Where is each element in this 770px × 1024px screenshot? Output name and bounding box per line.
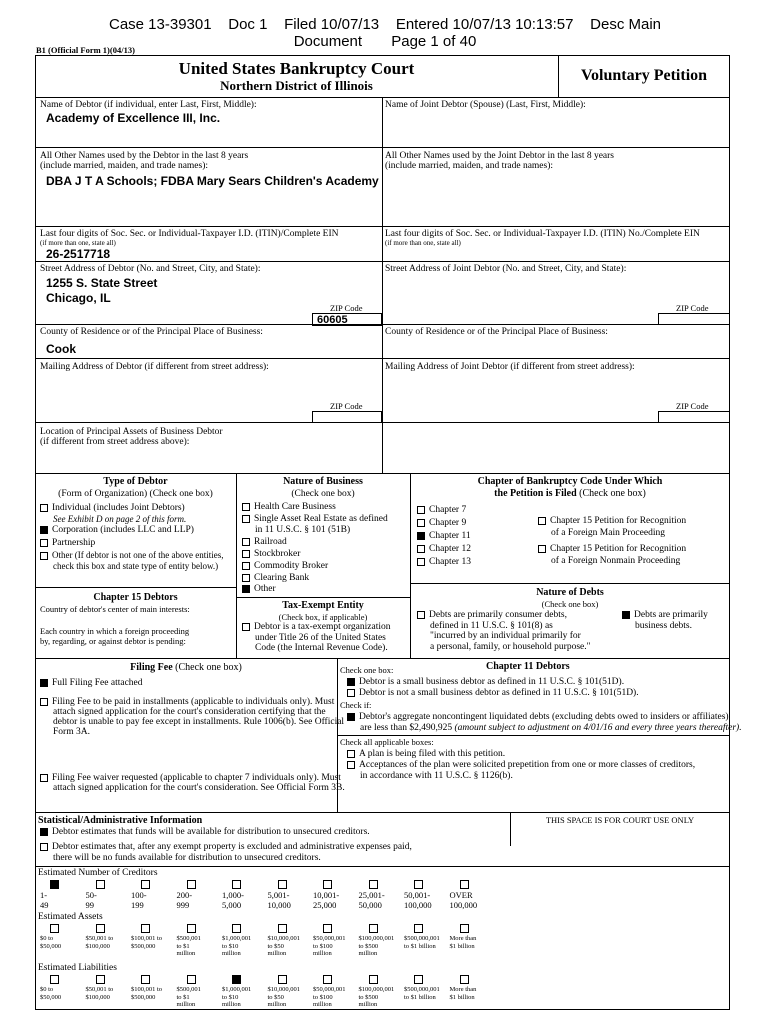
- assets-checkbox[interactable]: [278, 924, 287, 933]
- nature-debts-title: Nature of Debts: [536, 587, 604, 598]
- joint-street-label: Street Address of Joint Debtor (No. and Street, City, and State):: [385, 264, 627, 274]
- tax-exempt-l3: Code (the Internal Revenue Code).: [255, 643, 388, 653]
- business-debts-checkbox[interactable]: [622, 611, 630, 619]
- liabilities-option[interactable]: [313, 975, 346, 1009]
- consumer-debts-3: "incurred by an individual primarily for: [430, 631, 581, 641]
- small-business-checkbox[interactable]: [347, 678, 355, 686]
- nb-other-checkbox[interactable]: [242, 585, 250, 593]
- petition-title: Voluntary Petition: [580, 67, 708, 84]
- joint-mailing-zip-label-text: ZIP Code: [676, 401, 709, 411]
- aggregate-debts-checkbox[interactable]: [347, 713, 355, 721]
- no-funds-checkbox[interactable]: [40, 843, 48, 851]
- ch11-check-all: Check all applicable boxes:: [340, 737, 434, 747]
- creditors-label: 49: [40, 899, 49, 910]
- assets-checkbox[interactable]: [96, 924, 105, 933]
- nature-debts-sub: (Check one box): [541, 599, 599, 609]
- assets-label: to $500: [358, 942, 379, 950]
- chapter-11[interactable]: Chapter 11: [417, 531, 471, 542]
- tax-exempt-title: Tax-Exempt Entity: [282, 600, 364, 611]
- assets-label: $100,000,001: [358, 935, 395, 942]
- location-label-2: (if different from street address above):: [40, 437, 190, 447]
- other-entity-note: check this box and state type of entity below.): [53, 561, 219, 571]
- no-funds[interactable]: Debtor estimates that, after any exempt property is excluded and administrative expenses paid,: [40, 842, 412, 853]
- creditors-checkbox[interactable]: [232, 880, 241, 889]
- chapter15-main[interactable]: Chapter 15 Petition for Recognition: [538, 516, 686, 527]
- creditors-label: 5,000: [222, 899, 242, 910]
- liabilities-label: to $10: [222, 993, 239, 1001]
- chapter15-main-2: of a Foreign Main Proceeding: [551, 528, 665, 538]
- assets-option[interactable]: [40, 924, 63, 950]
- stat-title: Statistical/Administrative Information: [38, 815, 203, 826]
- joint-county-label: County of Residence or of the Principal Place of Business:: [385, 327, 608, 337]
- debtor-zip: 60605: [312, 313, 382, 326]
- assets-checkbox[interactable]: [187, 924, 196, 933]
- type-of-debtor-sub: (Form of Organization) (Check one box): [58, 489, 213, 499]
- ch11-check-if: Check if:: [340, 700, 372, 710]
- installments[interactable]: Filing Fee to be paid in installments (applicable to individuals only). Must: [40, 697, 334, 708]
- chapter-9[interactable]: Chapter 9: [417, 518, 466, 529]
- no-funds-2: there will be no funds available for distribution to unsecured creditors.: [53, 853, 321, 863]
- creditors-label: 200-: [176, 890, 193, 900]
- creditors-label: 50-: [85, 890, 97, 900]
- liabilities-label: $0 to: [40, 986, 54, 993]
- chapter15-title: Chapter 15 Debtors: [93, 592, 178, 603]
- chapter-11-checkbox[interactable]: [417, 532, 425, 540]
- assets-option[interactable]: [176, 924, 201, 958]
- tax-exempt-sub: (Check box, if applicable): [278, 612, 368, 622]
- nature-business-sub: (Check one box): [291, 489, 355, 499]
- chapter-title-2: the Petition is Filed (Check one box): [494, 488, 646, 499]
- nb-single-asset-checkbox[interactable]: [242, 515, 250, 523]
- joint-mailing-label: Mailing Address of Joint Debtor (if different from street address):: [385, 362, 635, 372]
- liabilities-label: to $1 billion: [404, 993, 436, 1001]
- ch11-check-one: Check one box:: [340, 665, 394, 675]
- liabilities-label: $50,001 to: [85, 986, 114, 993]
- tax-exempt-checkbox[interactable]: [242, 623, 250, 631]
- mailing-label: Mailing Address of Debtor (if different from street address):: [40, 362, 269, 372]
- liabilities-label: million: [222, 1001, 241, 1008]
- joint-ein-sub: (if more than one, state all): [385, 239, 461, 247]
- debtor-street1: 1255 S. State Street: [46, 276, 158, 290]
- assets-checkbox[interactable]: [414, 924, 423, 933]
- ch11-title: Chapter 11 Debtors: [486, 661, 570, 672]
- creditors-title: Estimated Number of Creditors: [38, 868, 158, 878]
- creditors-checkbox[interactable]: [278, 880, 287, 889]
- liabilities-label: to $500: [358, 993, 379, 1001]
- assets-option[interactable]: [404, 924, 440, 950]
- creditors-option[interactable]: [85, 880, 109, 910]
- nb-single-asset-cite: in 11 U.S.C. § 101 (51B): [255, 525, 351, 535]
- liabilities-title: Estimated Liabilities: [38, 963, 117, 973]
- case-header-line2: Document Page 1 of 40: [293, 33, 477, 50]
- assets-label: $50,000,001: [313, 935, 346, 942]
- chapter-9-checkbox[interactable]: [417, 519, 425, 527]
- liabilities-label: to $100: [313, 993, 333, 1001]
- creditors-checkbox[interactable]: [187, 880, 196, 889]
- creditors-option[interactable]: [40, 880, 63, 910]
- full-fee[interactable]: Full Filing Fee attached: [40, 678, 143, 689]
- creditors-checkbox[interactable]: [323, 880, 332, 889]
- nb-health-care[interactable]: Health Care Business: [242, 502, 336, 513]
- fee-waiver-checkbox[interactable]: [40, 774, 48, 782]
- other-names-label: All Other Names used by the Debtor in the last 8 years: [40, 151, 249, 161]
- corporation-option[interactable]: Corporation (includes LLC and LLP): [40, 525, 194, 536]
- liabilities-label: $100,001 to: [131, 986, 163, 993]
- location-label-1: Location of Principal Assets of Business Debtor: [40, 427, 223, 437]
- liabilities-checkbox[interactable]: [50, 975, 59, 984]
- assets-label: to $10: [222, 942, 239, 950]
- court-title: United States Bankruptcy Court: [178, 59, 415, 78]
- creditors-label: 100,000: [449, 899, 478, 910]
- not-small-business-checkbox[interactable]: [347, 689, 355, 697]
- creditors-label: 100,000: [404, 899, 432, 910]
- liabilities-options: [38, 975, 730, 1010]
- creditors-label: 999: [176, 899, 190, 910]
- funds-available[interactable]: Debtor estimates that funds will be available for distribution to unsecured creditors.: [40, 827, 370, 838]
- creditors-label: 1,000-: [222, 890, 244, 900]
- creditors-option[interactable]: [313, 880, 340, 910]
- liabilities-label: $500,001: [176, 986, 201, 993]
- liabilities-checkbox[interactable]: [278, 975, 287, 984]
- creditors-option[interactable]: [404, 880, 432, 910]
- creditors-checkbox[interactable]: [460, 880, 469, 889]
- consumer-debts-checkbox[interactable]: [417, 611, 425, 619]
- assets-label: $1 billion: [449, 942, 475, 950]
- assets-checkbox[interactable]: [460, 924, 469, 933]
- acceptances-2: in accordance with 11 U.S.C. § 1126(b).: [360, 771, 513, 781]
- assets-label: million: [267, 950, 287, 957]
- installments-3: debtor is unable to pay fee except in installments. Rule 1006(b). See Official: [53, 717, 345, 727]
- creditors-label: 100-: [131, 890, 147, 900]
- debtor-other-names: DBA J T A Schools; FDBA Mary Sears Children's Academy: [46, 174, 379, 188]
- assets-label: $50,001 to: [85, 935, 114, 942]
- liabilities-checkbox[interactable]: [96, 975, 105, 984]
- partnership-checkbox[interactable]: [40, 539, 48, 547]
- case-header-line1: Case 13-39301 Doc 1 Filed 10/07/13 Entered 10/07/13 10:13:57 Desc Main: [108, 16, 661, 33]
- nature-business-title: Nature of Business: [283, 476, 363, 487]
- assets-checkbox[interactable]: [232, 924, 241, 933]
- debtor-name-label: Name of Debtor (if individual, enter Last, First, Middle):: [40, 100, 257, 110]
- liabilities-label: $100,000,001: [358, 986, 395, 993]
- assets-label: $1,000,001: [222, 935, 252, 942]
- assets-option[interactable]: [449, 924, 477, 950]
- assets-label: $500,001: [176, 935, 201, 942]
- chapter15-nonmain-checkbox[interactable]: [538, 545, 546, 553]
- nb-commodity-checkbox[interactable]: [242, 562, 250, 570]
- small-business[interactable]: Debtor is a small business debtor as defined in 11 U.S.C. § 101(51D).: [347, 677, 624, 688]
- plan-filed-checkbox[interactable]: [347, 750, 355, 758]
- form-id: B1 (Official Form 1)(04/13): [36, 45, 135, 55]
- assets-option[interactable]: [267, 924, 301, 958]
- liabilities-option[interactable]: [222, 975, 252, 1009]
- assets-label: $10,000,001: [267, 935, 300, 942]
- not-small-business[interactable]: Debtor is not a small business debtor as defined in 11 U.S.C. § 101(51D).: [347, 688, 639, 699]
- type-of-debtor-title: Type of Debtor: [103, 476, 168, 487]
- assets-label: to $100: [313, 942, 333, 950]
- liabilities-label: million: [267, 1001, 287, 1008]
- creditors-checkbox[interactable]: [50, 880, 59, 889]
- chapter15-main-checkbox[interactable]: [538, 517, 546, 525]
- fee-waiver[interactable]: Filing Fee waiver requested (applicable to chapter 7 individuals only). Must: [40, 773, 341, 784]
- assets-label: million: [222, 950, 241, 957]
- debtor-ein: 26-2517718: [46, 247, 111, 261]
- chapter-12-checkbox[interactable]: [417, 545, 425, 553]
- creditors-label: 5,001-: [267, 890, 290, 900]
- liabilities-label: $50,000,001: [313, 986, 346, 993]
- installments-4: Form 3A.: [53, 727, 90, 737]
- creditors-label: 1-: [40, 890, 48, 900]
- joint-ein-label: Last four digits of Soc. Sec. or Individual-Taxpayer I.D. (ITIN) No./Complete EIN: [385, 229, 700, 239]
- assets-label: $0 to: [40, 935, 54, 942]
- assets-option[interactable]: [85, 924, 114, 950]
- funds-available-checkbox[interactable]: [40, 828, 48, 836]
- assets-label: $50,000: [40, 942, 62, 950]
- other-entity-option[interactable]: Other (If debtor is not one of the above entities,: [40, 550, 223, 561]
- liabilities-checkbox[interactable]: [460, 975, 469, 984]
- assets-label: million: [176, 950, 196, 957]
- liabilities-option[interactable]: [40, 975, 63, 1001]
- chapter15-country: Country of debtor's center of main interests:: [40, 604, 190, 614]
- creditors-label: 10,000: [267, 899, 291, 910]
- liabilities-label: to $1: [176, 993, 190, 1001]
- creditors-checkbox[interactable]: [96, 880, 105, 889]
- liabilities-checkbox[interactable]: [232, 975, 241, 984]
- chapter-7-checkbox[interactable]: [417, 506, 425, 514]
- court-use-only: THIS SPACE IS FOR COURT USE ONLY: [545, 815, 695, 825]
- corporation-checkbox[interactable]: [40, 526, 48, 534]
- nb-single-asset[interactable]: Single Asset Real Estate as defined: [242, 514, 388, 525]
- liabilities-option[interactable]: [404, 975, 440, 1001]
- court-district: Northern District of Illinois: [220, 78, 373, 93]
- liabilities-label: $500,000: [131, 993, 156, 1001]
- assets-checkbox[interactable]: [141, 924, 150, 933]
- creditors-option[interactable]: [131, 880, 154, 910]
- fee-waiver-2: attach signed application for the court's consideration. See Official Form 3B.: [53, 783, 345, 793]
- filing-fee-title: Filing Fee (Check one box): [130, 662, 242, 673]
- nb-commodity-broker[interactable]: Commodity Broker: [242, 561, 328, 572]
- nb-health-care-checkbox[interactable]: [242, 503, 250, 511]
- chapter-12[interactable]: Chapter 12: [417, 544, 471, 555]
- creditors-option[interactable]: [358, 880, 385, 910]
- assets-label: million: [358, 950, 378, 957]
- creditors-checkbox[interactable]: [369, 880, 378, 889]
- mailing-zip-box: [312, 411, 382, 423]
- chapter15-nonmain-2: of a Foreign Nonmain Proceeding: [551, 556, 681, 566]
- liabilities-label: $1 billion: [449, 993, 475, 1001]
- chapter15-nonmain[interactable]: Chapter 15 Petition for Recognition: [538, 544, 686, 555]
- assets-option[interactable]: [313, 924, 346, 958]
- liabilities-label: $10,000,001: [267, 986, 300, 993]
- creditors-label: 50,001-: [404, 890, 431, 900]
- individual-note: See Exhibit D on page 2 of this form.: [53, 514, 187, 524]
- plan-filed[interactable]: A plan is being filed with this petition.: [347, 749, 505, 760]
- creditors-label: OVER: [449, 890, 473, 900]
- liabilities-option[interactable]: [85, 975, 114, 1001]
- liabilities-label: million: [176, 1001, 196, 1008]
- tax-exempt-l2: under Title 26 of the United States: [255, 633, 386, 643]
- nb-clearing-checkbox[interactable]: [242, 574, 250, 582]
- ein-label: Last four digits of Soc. Sec. or Individual-Taxpayer I.D. (ITIN)/Complete EIN: [40, 229, 339, 239]
- assets-option[interactable]: [222, 924, 252, 958]
- acceptances-checkbox[interactable]: [347, 761, 355, 769]
- creditors-label: 10,001-: [313, 890, 340, 900]
- creditors-option[interactable]: [176, 880, 200, 910]
- assets-label: $100,001 to: [131, 935, 163, 942]
- liabilities-label: million: [313, 1001, 332, 1008]
- creditors-option[interactable]: [449, 880, 478, 910]
- liabilities-checkbox[interactable]: [369, 975, 378, 984]
- assets-label: More than: [449, 935, 477, 942]
- liabilities-option[interactable]: [267, 975, 301, 1009]
- liabilities-option[interactable]: [358, 975, 395, 1009]
- consumer-debts-4: a personal, family, or household purpose.": [430, 642, 591, 652]
- creditors-option[interactable]: [267, 880, 291, 910]
- assets-label: $100,000: [85, 942, 110, 950]
- nb-clearing-bank[interactable]: Clearing Bank: [242, 573, 309, 584]
- full-fee-checkbox[interactable]: [40, 679, 48, 687]
- installments-checkbox[interactable]: [40, 698, 48, 706]
- individual-option[interactable]: Individual (includes Joint Debtors): [40, 503, 185, 514]
- chapter-13-checkbox[interactable]: [417, 558, 425, 566]
- nb-other[interactable]: Other: [242, 584, 276, 595]
- debtor-name: Academy of Excellence III, Inc.: [46, 111, 221, 125]
- creditors-label: 199: [131, 899, 144, 910]
- joint-other-names-label: All Other Names used by the Joint Debtor in the last 8 years: [385, 151, 615, 161]
- assets-label: $500,000: [131, 942, 156, 950]
- chapter15-each1: Each country in which a foreign proceeding: [40, 626, 190, 636]
- individual-checkbox[interactable]: [40, 504, 48, 512]
- liabilities-option[interactable]: [176, 975, 201, 1009]
- liabilities-checkbox[interactable]: [414, 975, 423, 984]
- joint-mailing-zip-box: [658, 411, 730, 423]
- liabilities-label: million: [358, 1001, 378, 1008]
- liabilities-checkbox[interactable]: [141, 975, 150, 984]
- zip-label: ZIP Code: [330, 303, 363, 313]
- aggregate-debts[interactable]: Debtor's aggregate noncontingent liquidated debts (excluding debts owed to insiders or affiliates): [347, 712, 729, 723]
- acceptances[interactable]: Acceptances of the plan were solicited prepetition from one or more classes of creditors,: [347, 760, 695, 771]
- joint-name-label: Name of Joint Debtor (Spouse) (Last, First, Middle):: [385, 100, 586, 110]
- creditors-option[interactable]: [222, 880, 245, 910]
- assets-label: $500,000,001: [404, 935, 440, 942]
- joint-zip-label: ZIP Code: [676, 303, 709, 313]
- liabilities-label: $100,000: [85, 993, 110, 1001]
- other-entity-checkbox[interactable]: [40, 552, 48, 560]
- tax-exempt-option[interactable]: Debtor is a tax-exempt organization: [242, 622, 390, 633]
- creditors-label: 25,001-: [358, 890, 385, 900]
- joint-other-names-label-2: (include married, maiden, and trade names):: [385, 161, 554, 171]
- installments-2: attach signed application for the court's consideration certifying that the: [53, 707, 326, 717]
- liabilities-option[interactable]: [131, 975, 163, 1001]
- nb-railroad[interactable]: Railroad: [242, 537, 287, 548]
- debtor-county: Cook: [46, 342, 76, 356]
- creditors-checkbox[interactable]: [414, 880, 423, 889]
- joint-zip-box: [658, 313, 730, 325]
- chapter-7[interactable]: Chapter 7: [417, 505, 466, 516]
- business-debts-2: business debts.: [635, 621, 692, 631]
- aggregate-debts-2: are less than $2,490,925 (amount subject to adjustment on 4/01/16 and every three years thereafter).: [360, 723, 742, 733]
- liabilities-option[interactable]: [449, 975, 477, 1001]
- consumer-debts-2: defined in 11 U.S.C. § 101(8) as: [430, 621, 553, 631]
- assets-checkbox[interactable]: [323, 924, 332, 933]
- other-names-label-2: (include married, maiden, and trade names):: [40, 161, 209, 171]
- ein-sub: (if more than one, state all): [40, 239, 116, 247]
- business-debts[interactable]: Debts are primarily: [622, 610, 708, 621]
- chapter-13[interactable]: Chapter 13: [417, 557, 471, 568]
- creditors-label: 25,000: [313, 899, 337, 910]
- liabilities-checkbox[interactable]: [187, 975, 196, 984]
- nb-stockbroker[interactable]: Stockbroker: [242, 549, 300, 560]
- creditors-options: [38, 880, 730, 912]
- assets-label: to $1: [176, 942, 190, 950]
- chapter15-each2: by, regarding, or against debtor is pending:: [40, 636, 186, 646]
- nb-railroad-checkbox[interactable]: [242, 538, 250, 546]
- street-label: Street Address of Debtor (No. and Street, City, and State):: [40, 264, 261, 274]
- nb-stockbroker-checkbox[interactable]: [242, 550, 250, 558]
- assets-option[interactable]: [131, 924, 163, 950]
- partnership-option[interactable]: Partnership: [40, 538, 95, 549]
- creditors-checkbox[interactable]: [141, 880, 150, 889]
- assets-label: to $50: [267, 942, 284, 950]
- assets-label: to $1 billion: [404, 942, 436, 950]
- liabilities-label: $500,000,001: [404, 986, 440, 993]
- creditors-label: 99: [85, 899, 94, 910]
- assets-option[interactable]: [358, 924, 395, 958]
- assets-label: million: [313, 950, 332, 957]
- creditors-label: 50,000: [358, 899, 382, 910]
- liabilities-checkbox[interactable]: [323, 975, 332, 984]
- consumer-debts[interactable]: Debts are primarily consumer debts,: [417, 610, 567, 621]
- assets-options: [38, 924, 730, 962]
- assets-checkbox[interactable]: [50, 924, 59, 933]
- liabilities-label: $50,000: [40, 993, 62, 1001]
- county-label: County of Residence or of the Principal Place of Business:: [40, 327, 263, 337]
- chapter-title-1: Chapter of Bankruptcy Code Under Which: [477, 476, 663, 487]
- mailing-zip-label: ZIP Code: [330, 401, 363, 411]
- assets-checkbox[interactable]: [369, 924, 378, 933]
- liabilities-label: $1,000,001: [222, 986, 252, 993]
- assets-title: Estimated Assets: [38, 912, 103, 922]
- debtor-street2: Chicago, IL: [46, 291, 111, 305]
- liabilities-label: More than: [449, 986, 477, 993]
- liabilities-label: to $50: [267, 993, 284, 1001]
